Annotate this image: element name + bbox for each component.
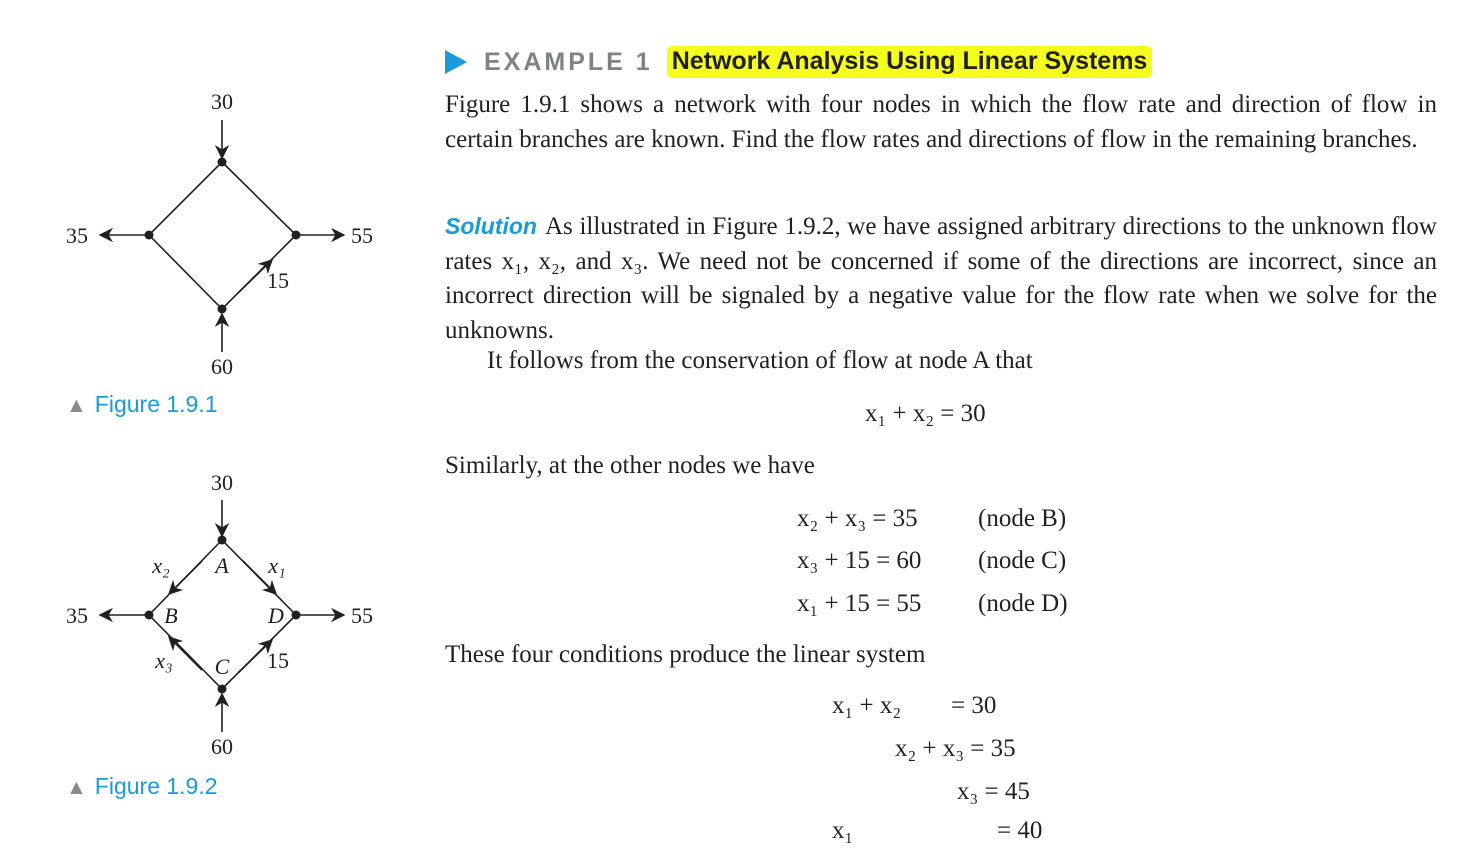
flow-label-top: 30 bbox=[211, 470, 233, 495]
figure-1-9-1-caption: ▲ Figure 1.9.1 bbox=[66, 391, 218, 417]
figure-1-9-2-caption: ▲ Figure 1.9.2 bbox=[66, 773, 218, 799]
equation-node-d: x₁ + 15 = 55 bbox=[797, 590, 922, 617]
flow-label-bottom: 60 bbox=[211, 354, 233, 379]
x1-label: x₁ bbox=[268, 553, 286, 578]
flow-label-branch: 15 bbox=[267, 648, 289, 673]
system-row-1: x₁ + x₂ = 30 bbox=[832, 692, 997, 719]
example-title: Network Analysis Using Linear Systems bbox=[667, 46, 1153, 78]
play-arrow-icon bbox=[445, 50, 467, 74]
equation-node-c: x₃ + 15 = 60 bbox=[797, 547, 922, 574]
flow-label-branch: 15 bbox=[267, 268, 289, 293]
system-row-2: x₂ + x₃ = 35 bbox=[895, 735, 1016, 762]
produce-line: These four conditions produce the linear system bbox=[445, 641, 926, 668]
similarly-line: Similarly, at the other nodes we have bbox=[445, 452, 815, 479]
example-label: EXAMPLE 1 bbox=[484, 47, 653, 76]
solution-text: As illustrated in Figure 1.9.2, we have assigned arbitrary directions to the unknown flow rates x₁, x₂, and x₃. We need not be concerned if some of the directions are incorrect, since an incorrect direction will be signaled by a negative value for the flow rate when we solve for the unknowns. bbox=[445, 213, 1437, 344]
solution-paragraph bbox=[445, 209, 1437, 348]
node-a-label: A bbox=[215, 553, 229, 578]
node-d-label: D bbox=[268, 603, 284, 628]
x3-arrow bbox=[169, 637, 202, 670]
figure-1-9-1 bbox=[40, 80, 400, 380]
x2-label: x₂ bbox=[152, 553, 170, 578]
system-row-3: x₃ = 45 bbox=[957, 778, 1030, 805]
intro-paragraph: Figure 1.9.1 shows a network with four nodes in which the flow rate and direction of flow in certain branches are known. Find the flow rates and directions of flow in the remaining branches. bbox=[445, 91, 1437, 153]
equation-node-a: x₁ + x₂ = 30 bbox=[865, 400, 986, 427]
triangle-icon: ▲ bbox=[66, 776, 87, 799]
node-b-label: B bbox=[164, 603, 178, 628]
figure-1-9-2 bbox=[40, 460, 400, 760]
node-c-label: C bbox=[214, 654, 230, 679]
solution-label: Solution bbox=[445, 213, 537, 239]
equation-node-d-label: (node D) bbox=[978, 590, 1068, 617]
flow-label-right: 55 bbox=[351, 223, 373, 248]
x2-arrow bbox=[169, 561, 202, 594]
flow-label-right: 55 bbox=[351, 603, 373, 628]
flow-label-left: 35 bbox=[66, 603, 88, 628]
x3-label: x₃ bbox=[155, 648, 173, 673]
conservation-line: It follows from the conservation of flow at node A that bbox=[487, 347, 1033, 374]
equation-node-b: x₂ + x₃ = 35 bbox=[797, 505, 918, 532]
flow-label-left: 35 bbox=[66, 223, 88, 248]
system-row-4: x₁ = 40 bbox=[832, 817, 1043, 844]
example-header bbox=[445, 44, 1152, 80]
equation-node-b-label: (node B) bbox=[978, 505, 1067, 532]
equation-node-c-label: (node C) bbox=[978, 547, 1067, 574]
flow-label-top: 30 bbox=[211, 89, 233, 114]
flow-label-bottom: 60 bbox=[211, 734, 233, 759]
triangle-icon: ▲ bbox=[66, 394, 87, 417]
